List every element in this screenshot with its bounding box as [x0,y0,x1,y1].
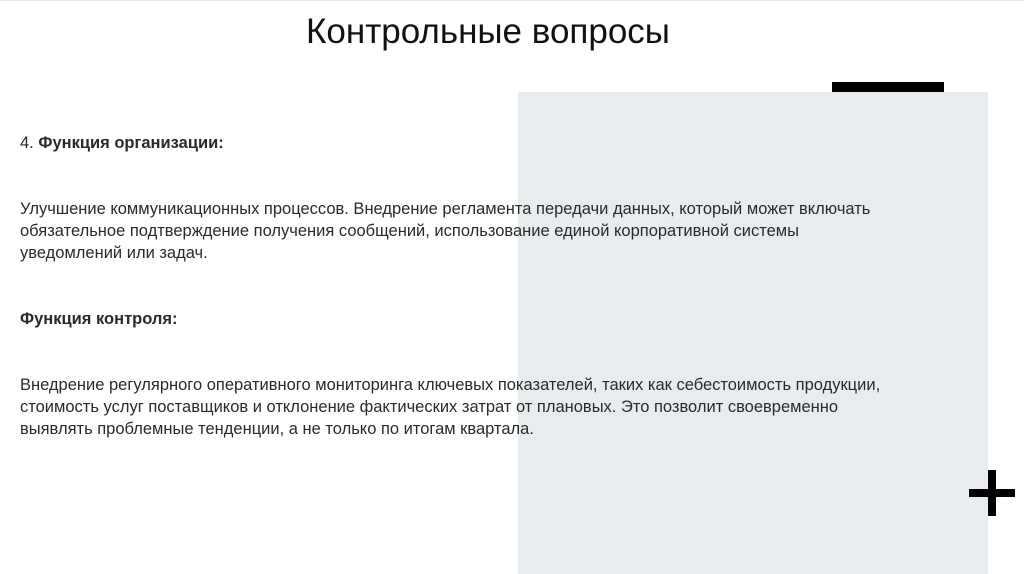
section2-heading-line [20,308,900,330]
section1-number: 4. [20,134,34,152]
section2-heading: Функция контроля: [20,310,178,328]
plus-icon [969,470,1015,516]
decorative-black-bar [832,82,944,92]
slide-title: Контрольные вопросы [306,12,670,51]
section1-heading: Функция организации: [38,134,224,152]
section1-heading-line [20,132,900,154]
section2-text: Внедрение регулярного оперативного мониторинга ключевых показателей, таких как себестоимость продукции, стоимость услуг поставщиков и отклонение фактических затрат от плановых. Это позволит своевременно выявлять проблемные тенденции, а не только по итогам квартала. [20,376,881,438]
slide-content [20,132,900,440]
section1-text: Улучшение коммуникационных процессов. Внедрение регламента передачи данных, который может включать обязательное подтверждение получения сообщений, использование единой корпоративной системы уведомлений или задач. [20,200,871,262]
